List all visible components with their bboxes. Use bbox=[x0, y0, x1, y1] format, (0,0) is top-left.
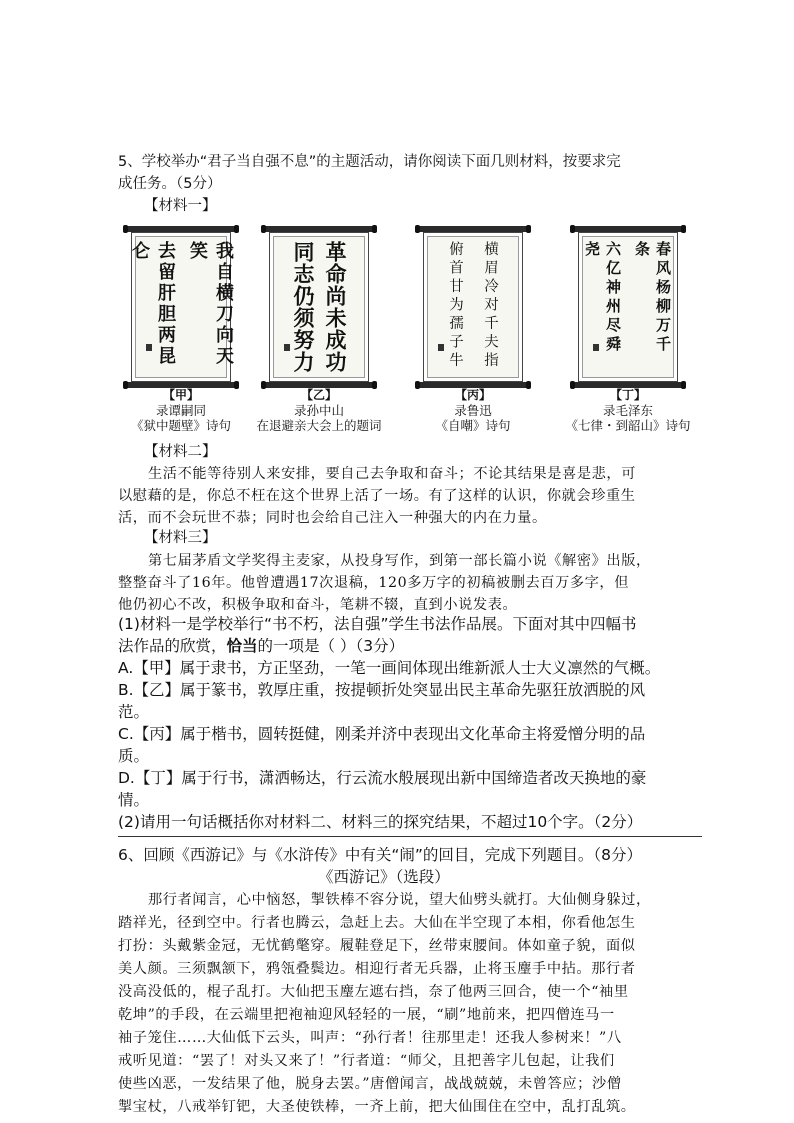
divider-line bbox=[118, 836, 702, 837]
q6-excerpt-line: 掣宝杖，八戒举钉钯，大圣使铁棒，一齐上前，把大仙围住在空中，乱打乱筑。 bbox=[118, 1099, 636, 1115]
caption-source: 《七律・到韶山》诗句 bbox=[565, 418, 691, 433]
material1-heading: 【材料一】 bbox=[144, 198, 217, 214]
material2-line: 以慰藉的是，你总不枉在这个世界上活了一场。有了这样的认识，你就会珍重生 bbox=[118, 488, 636, 504]
material2-heading: 【材料二】 bbox=[144, 444, 217, 460]
material3-line: 他仍初心不改，积极争取和奋斗，笔耕不辍，直到小说发表。 bbox=[118, 597, 518, 613]
option-c-line2: 质。 bbox=[118, 747, 150, 765]
option-a: A.【甲】属于隶书，方正坚劲，一笔一画间体现出维新派人士大义凛然的气概。 bbox=[118, 659, 661, 677]
q6-excerpt-line: 使些凶恶，一发结果了他，脱身去罢。”唐僧闻言，战战兢兢，未曾答应；沙僧 bbox=[118, 1076, 622, 1092]
scroll-paper bbox=[269, 232, 369, 382]
scroll-paper bbox=[423, 232, 523, 382]
scroll-ding bbox=[573, 226, 683, 388]
scroll-column: 俯首甘为孺子牛 bbox=[447, 241, 463, 371]
q6-title: 6、回顾《西游记》与《水浒传》中有关“闹”的回目，完成下列题目。（8分） bbox=[118, 846, 643, 864]
q6-excerpt-line: 袖子笼住……大仙低下云头，叫声：“孙行者！往那里走！还我人参树来！”八 bbox=[118, 1030, 622, 1046]
caption-mark: 【丙】 bbox=[454, 388, 491, 402]
q6-excerpt-line: 踏祥光，径到空中。行者也腾云，急赶上去。大仙在半空现了本相，你看他怎生 bbox=[118, 915, 636, 931]
q6-excerpt-title: 《西游记》（选段） bbox=[318, 868, 450, 886]
scroll-column: 横眉冷对千夫指 bbox=[482, 241, 498, 371]
q5-title-line1: 5、学校举办“君子当自强不息”的主题活动，请你阅读下面几则材料，按要求完 bbox=[118, 154, 621, 170]
sub1-text-a: 法作品的欣赏， bbox=[118, 637, 227, 655]
caption-jia bbox=[111, 388, 251, 433]
caption-author: 录孙中山 bbox=[293, 403, 344, 418]
scroll-text bbox=[583, 241, 672, 373]
caption-author: 录谭嗣同 bbox=[155, 403, 206, 418]
caption-mark: 【乙】 bbox=[300, 388, 337, 402]
scroll-text bbox=[278, 241, 360, 373]
sub1-emphasis: 恰当 bbox=[226, 637, 258, 655]
scroll-column: 去留肝胆两昆仑 bbox=[129, 241, 176, 367]
scroll-paper bbox=[578, 232, 678, 382]
sub1-line2 bbox=[118, 635, 404, 657]
scroll-jia bbox=[126, 226, 236, 388]
option-d-line2: 情。 bbox=[118, 791, 150, 809]
caption-source: 《自嘲》诗句 bbox=[435, 418, 511, 433]
material3-line: 第七届茅盾文学奖得主麦家，从投身写作，到第一部长篇小说《解密》出版， bbox=[148, 553, 651, 569]
sub2-line: (2)请用一句话概括你对材料二、材料三的探究结果，不超过10个字。（2分） bbox=[118, 813, 643, 831]
q6-excerpt-line: 那行者闻言，心中恼怒，掣铁棒不容分说，望大仙劈头就打。大仙侧身躲过， bbox=[148, 892, 651, 908]
scroll-column: 我自横刀向天笑 bbox=[187, 241, 234, 367]
material3-heading: 【材料三】 bbox=[144, 530, 217, 546]
sub1-text-c: 的一项是（ ）（3分） bbox=[257, 637, 405, 655]
option-b-line1: B.【乙】属于篆书，敦厚庄重，按提顿折处突显出民主革命先驱狂放洒脱的风 bbox=[118, 681, 646, 699]
caption-bing bbox=[403, 388, 543, 433]
scroll-paper bbox=[129, 232, 234, 382]
scroll-yi bbox=[264, 226, 374, 388]
q6-excerpt-line: 没高没低的，棍子乱打。大仙把玉麈左遮右挡，奈了他两三回合，使一个“袖里 bbox=[118, 984, 629, 1000]
scroll-text bbox=[129, 241, 234, 373]
caption-source: 在退避亲大会上的题词 bbox=[256, 418, 382, 433]
caption-mark: 【甲】 bbox=[162, 388, 199, 402]
material2-line: 活，而不会玩世不恭；同时也会给自己注入一种强大的内在力量。 bbox=[118, 510, 547, 526]
q6-excerpt-line: 打扮：头戴紫金冠，无忧鹤氅穿。履鞋登足下，丝带束腰间。体如童子貌，面似 bbox=[118, 938, 636, 954]
scroll-bing bbox=[418, 226, 528, 388]
scroll-column: 春风杨柳万千条 bbox=[633, 241, 672, 355]
option-d-line1: D.【丁】属于行书，潇洒畅达，行云流水般展现出新中国缔造者改天换地的豪 bbox=[118, 769, 647, 787]
seal-mark bbox=[438, 344, 444, 351]
material2-line: 生活不能等待别人来安排，要自己去争取和奋斗；不论其结果是喜是悲，可 bbox=[148, 466, 636, 482]
caption-mark: 【丁】 bbox=[609, 388, 646, 402]
caption-yi bbox=[244, 388, 394, 433]
q6-excerpt-line: 美人颜。三须飘颔下，鸦瓴叠鬓边。相迎行者无兵器，止将玉麈手中拈。那行者 bbox=[118, 961, 636, 977]
scroll-column: 革命尚未成功 bbox=[323, 241, 347, 373]
scroll-column: 同志仍须努力 bbox=[291, 241, 315, 373]
scroll-column: 六亿神州尽舜尧 bbox=[583, 241, 622, 355]
material3-line: 整整奋斗了16年。他曾遭遇17次退稿，120多万字的初稿被删去百万多字，但 bbox=[118, 575, 630, 591]
caption-source: 《狱中题壁》诗句 bbox=[130, 418, 231, 433]
sub1-line1: (1)材料一是学校举行“书不朽，法自强”学生书法作品展。下面对其中四幅书 bbox=[118, 615, 637, 633]
caption-author: 录鲁迅 bbox=[454, 403, 492, 418]
option-b-line2: 范。 bbox=[118, 703, 150, 721]
q5-title-line2: 成任务。（5分） bbox=[118, 176, 222, 192]
caption-author: 录毛泽东 bbox=[602, 403, 653, 418]
q6-excerpt-line: 戒听见道：“罢了！对头又来了！”行者道：“师父，且把善字儿包起，让我们 bbox=[118, 1053, 615, 1069]
seal-mark bbox=[284, 344, 290, 351]
q6-excerpt-line: 乾坤”的手段，在云端里把袍袖迎风轻轻的一展，“刷”地前来，把四僧连马一 bbox=[118, 1007, 615, 1023]
option-c-line1: C.【丙】属于楷书，圆转挺健，刚柔并济中表现出文化革命主将爱憎分明的品 bbox=[118, 725, 646, 743]
scroll-text bbox=[432, 241, 514, 373]
caption-ding bbox=[553, 388, 703, 433]
seal-mark bbox=[593, 344, 599, 351]
seal-mark bbox=[146, 344, 152, 351]
